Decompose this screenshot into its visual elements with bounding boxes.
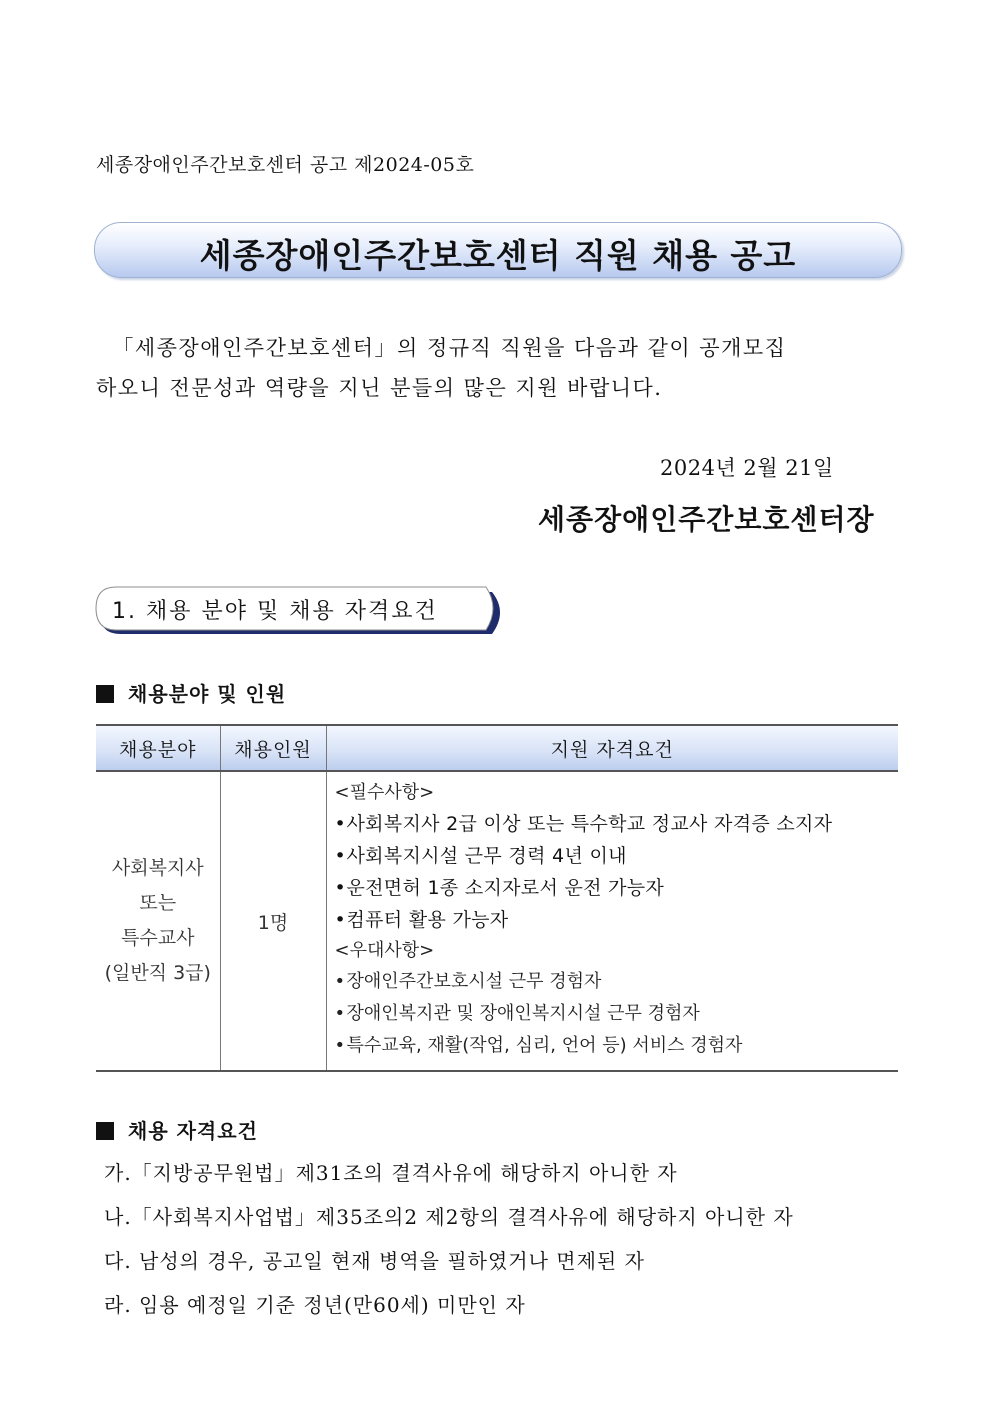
notice-number: 세종장애인주간보호센터 공고 제2024-05호: [96, 154, 475, 176]
section-1-label: 1. 채용 분야 및 채용 자격요건: [112, 599, 438, 624]
square-bullet-icon: [96, 685, 114, 703]
preferred-item: •장애인주간보호시설 근무 경험자: [334, 971, 602, 992]
qualifications-cell: [326, 771, 898, 1071]
title-banner: [94, 222, 902, 278]
preferred-item: •특수교육, 재활(작업, 심리, 언어 등) 서비스 경험자: [334, 1035, 743, 1056]
field-line: (일반직 3급): [104, 962, 211, 984]
criteria-item: 나.「사회복지사업법」제35조의2 제2항의 결격사유에 해당하지 아니한 자: [104, 1205, 794, 1229]
header-qualifications: 지원 자격요건: [326, 725, 898, 771]
preferred-title: <우대사항>: [334, 940, 435, 961]
table-row: [96, 771, 898, 1071]
field-cell: [96, 771, 220, 1071]
square-bullet-icon: [96, 1122, 114, 1140]
criteria-item: 가.「지방공무원법」제31조의 결격사유에 해당하지 아니한 자: [104, 1161, 678, 1185]
required-item: •사회복지사 2급 이상 또는 특수학교 정교사 자격증 소지자: [334, 813, 833, 835]
preferred-item: •장애인복지관 및 장애인복지시설 근무 경험자: [334, 1003, 700, 1024]
signer: 세종장애인주간보호센터장: [538, 503, 875, 536]
field-line: 사회복지사: [111, 857, 204, 879]
criteria-item: 다. 남성의 경우, 공고일 현재 병역을 필하였거나 면제된 자: [104, 1249, 645, 1273]
intro-paragraph: [96, 328, 902, 408]
criteria-item: 라. 임용 예정일 기준 정년(만60세) 미만인 자: [104, 1293, 526, 1317]
subheading-qualifications: 채용 자격요건: [96, 1115, 258, 1144]
required-item: •컴퓨터 활용 가능자: [334, 909, 509, 931]
field-line: 또는: [139, 892, 177, 914]
header-field: 채용분야: [96, 725, 220, 771]
section-1-tab: [94, 586, 506, 636]
field-line: 특수교사: [121, 927, 195, 949]
count-cell: 1명: [220, 771, 326, 1071]
intro-line-1: 「세종장애인주간보호센터」의 정규직 직원을 다음과 같이 공개모집: [112, 336, 787, 360]
header-count: 채용인원: [220, 725, 326, 771]
notice-date: 2024년 2월 21일: [660, 456, 834, 480]
required-item: •사회복지시설 근무 경력 4년 이내: [334, 845, 627, 867]
required-title: <필수사항>: [334, 782, 435, 803]
qualification-criteria-list: [104, 1151, 794, 1327]
table-header-row: [96, 725, 898, 771]
recruitment-table: [96, 724, 898, 1072]
page-title: 세종장애인주간보호센터 직원 채용 공고: [199, 236, 797, 275]
subheading-field-and-count: 채용분야 및 인원: [96, 678, 286, 707]
required-item: •운전면허 1종 소지자로서 운전 가능자: [334, 877, 665, 899]
intro-line-2: 하오니 전문성과 역량을 지닌 분들의 많은 지원 바랍니다.: [96, 376, 663, 400]
